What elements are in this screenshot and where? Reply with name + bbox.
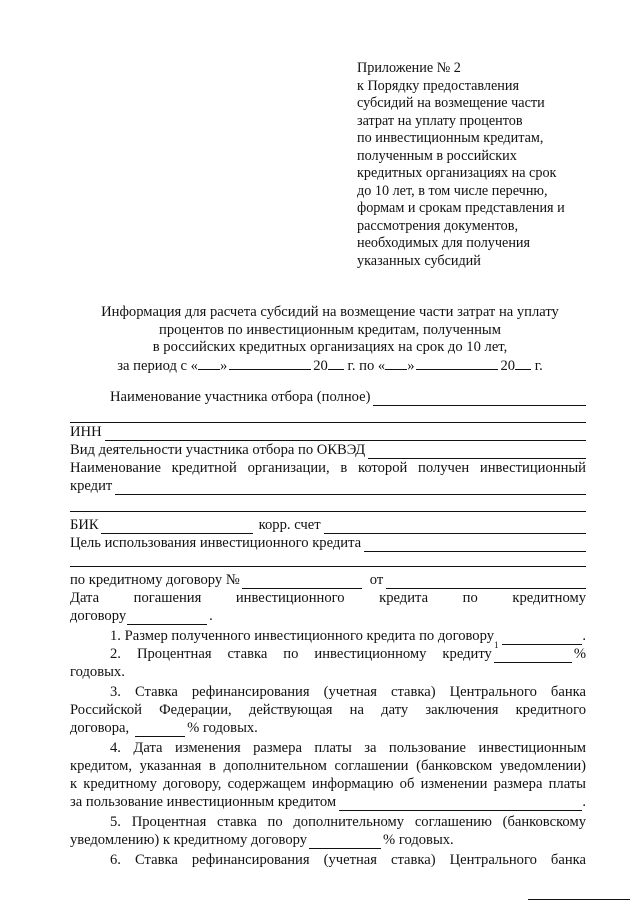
contract-number-field[interactable] <box>242 576 362 589</box>
item-4 <box>70 739 586 811</box>
contract-date-field[interactable] <box>386 576 586 589</box>
bik-row <box>70 516 586 534</box>
item-2 <box>70 645 586 663</box>
item-3-line1: 3. Ставка рефинансирования (учетная ставка) Центрального банка <box>110 684 586 700</box>
repay-row <box>70 607 586 625</box>
participant-name-field-line2[interactable] <box>70 406 586 423</box>
item-4-text: за пользование инвестиционным кредитом <box>70 794 337 810</box>
item-1-end: . <box>582 628 586 644</box>
appendix-line: затрат на уплату процентов <box>357 112 523 129</box>
participant-label: Наименование участника отбора (полное) <box>110 389 371 405</box>
interest-rate-field[interactable] <box>494 650 572 663</box>
appendix-line: по инвестиционным кредитам, <box>357 130 544 146</box>
participant-name-field[interactable] <box>373 393 586 406</box>
item-3-contract: договора, <box>70 720 130 736</box>
refinancing-rate-field[interactable] <box>135 724 185 737</box>
repay-label: Дата погашения инвестиционного кредита по кредитному <box>70 590 586 606</box>
repay-end: . <box>209 608 213 624</box>
purpose-label: Цель использования инвестиционного кредита <box>70 535 362 551</box>
appendix-line: рассмотрения документов, <box>357 217 519 234</box>
item-1: 1. Размер полученного инвестиционного кредита по договору 1 . <box>110 628 586 650</box>
bik-field[interactable] <box>101 521 253 534</box>
corr-label: корр. счет <box>258 517 321 533</box>
item-4-line1: 4. Дата изменения размера платы за пользование инвестиционным <box>110 740 586 756</box>
title-line-2: процентов по инвестиционным кредитам, полученным <box>159 321 501 338</box>
item-5-line2 <box>70 831 586 849</box>
item-3-line3 <box>70 719 586 737</box>
corr-account-field[interactable] <box>324 521 586 534</box>
repay-date-field[interactable] <box>127 612 207 625</box>
purpose-row <box>70 534 586 552</box>
period-quote: » <box>219 357 228 374</box>
item-5-yearly: % годовых. <box>383 832 454 848</box>
inn-label: ИНН <box>70 424 102 440</box>
credit-org-label: Наименование кредитной организации, в которой получен инвестиционный <box>70 460 586 476</box>
item-1-text: 1. Размер полученного инвестиционного кредита по договору <box>110 628 495 644</box>
rate-change-date-field[interactable] <box>339 798 582 811</box>
okved-row <box>70 441 586 459</box>
appendix-line: к Порядку предоставления <box>357 77 519 94</box>
participant-row <box>70 388 586 406</box>
credit-org-field-line2[interactable] <box>70 495 586 512</box>
appendix-line: субсидий на возмещение части <box>357 95 545 111</box>
credit-amount-field[interactable] <box>502 632 583 645</box>
contract-label: по кредитному договору № <box>70 572 240 588</box>
item-5 <box>70 813 586 849</box>
item-3-line2: Российской Федерации, действующая на дату заключения кредитного <box>70 702 586 718</box>
period-start-month-field[interactable] <box>229 357 311 370</box>
period-end-month-field[interactable] <box>416 357 498 370</box>
credit-label: кредит <box>70 478 113 494</box>
additional-rate-field[interactable] <box>309 836 381 849</box>
appendix-line: полученным в российских <box>357 147 517 164</box>
period-prefix: за период с « <box>117 357 198 374</box>
credit-org-field[interactable] <box>115 482 586 495</box>
item-4-line2: кредитом, указанная в дополнительном соглашении (банковском уведомлении) <box>70 758 586 774</box>
item-2-yearly: годовых. <box>70 664 125 680</box>
appendix-line: формам и срокам представления и <box>357 200 565 216</box>
bik-label: БИК <box>70 517 99 533</box>
repay-label-2: договору <box>70 608 127 624</box>
purpose-field[interactable] <box>364 539 586 552</box>
okved-field[interactable] <box>368 446 586 459</box>
item-3-yearly: % годовых. <box>187 720 258 736</box>
appendix-note <box>357 60 597 270</box>
item-6-line1: 6. Ставка рефинансирования (учетная ставка) Центрального банка <box>110 852 586 868</box>
item-4-line3: к кредитному договору, содержащем информацию об изменении размера платы <box>70 776 586 792</box>
item-5-line1: 5. Процентная ставка по дополнительному соглашению (банковскому <box>110 814 586 830</box>
item-2-pct: % <box>573 646 586 662</box>
document-title <box>70 304 590 375</box>
from-label: от <box>369 572 384 588</box>
item-2-line2 <box>70 663 586 681</box>
period-year-prefix: 20 <box>313 357 328 374</box>
period-year-prefix-2: 20 <box>500 357 516 374</box>
purpose-field-line2[interactable] <box>70 552 586 567</box>
appendix-line: необходимых для получения <box>357 235 531 251</box>
appendix-line: указанных субсидий <box>357 252 481 269</box>
item-6 <box>70 851 586 869</box>
title-line-3: в российских кредитных организациях на срок до 10 лет, <box>152 339 508 355</box>
item-4-line4 <box>70 793 586 811</box>
appendix-line: Приложение № 2 <box>357 60 461 76</box>
title-line-1: Информация для расчета субсидий на возмещение части затрат на уплату <box>101 304 559 320</box>
inn-field[interactable] <box>105 428 586 441</box>
period-mid: г. по « <box>343 357 386 374</box>
appendix-line: до 10 лет, в том числе перечню, <box>357 182 548 199</box>
inn-row <box>70 423 586 441</box>
period-end-year-field[interactable] <box>515 357 531 370</box>
title-period <box>70 357 590 376</box>
period-end: г. <box>531 357 543 374</box>
credit-org-row <box>70 477 586 495</box>
item-2-text: 2. Процентная ставка по инвестиционному кредиту <box>110 646 492 662</box>
period-quote-2: » <box>407 357 415 374</box>
contract-row <box>70 571 586 589</box>
form-body <box>70 388 586 869</box>
footnote-separator <box>528 899 630 900</box>
item-3 <box>70 683 586 737</box>
okved-label: Вид деятельности участника отбора по ОКВЭД <box>70 442 366 458</box>
item-4-end: . <box>582 794 586 810</box>
appendix-line: кредитных организациях на срок <box>357 165 557 181</box>
item-5-text: уведомлению) к кредитному договору <box>70 832 308 848</box>
period-end-day-field[interactable] <box>385 357 407 370</box>
period-start-day-field[interactable] <box>198 357 220 370</box>
period-start-year-field[interactable] <box>328 357 344 370</box>
